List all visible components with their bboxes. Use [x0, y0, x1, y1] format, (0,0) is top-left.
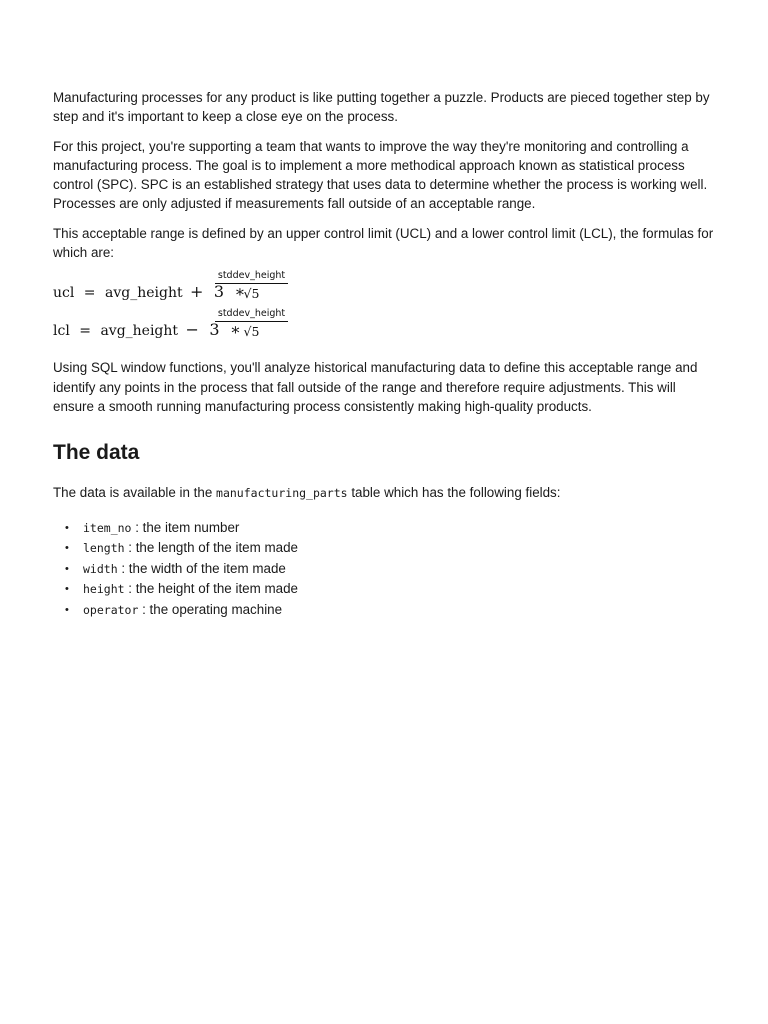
- ucl-formula-operator: +: [190, 282, 204, 302]
- list-item: [65, 538, 715, 559]
- field-description: : the item number: [131, 519, 240, 535]
- fields-list: [53, 518, 715, 621]
- field-description: : the length of the item made: [124, 540, 298, 556]
- data-intro-after: table which has the following fields:: [347, 485, 561, 501]
- field-name: width: [83, 561, 118, 576]
- lcl-formula-denominator: √5: [243, 324, 260, 340]
- intro-paragraph: Manufacturing processes for any product is like putting together a puzzle. Products are pieced together step by step and it's important to keep a close eye on the process.: [53, 90, 710, 125]
- project-paragraph: For this project, you're supporting a team that wants to improve the way they're monitoring and controlling a manufacturing process. The goal is to implement a more methodical approach known as statistical process control (SPC). SPC is an established strategy that uses data to determine whether the process is working well. Processes are only adjusted if measurements fall outside of an acceptable range.: [53, 138, 708, 212]
- list-item: [65, 559, 715, 580]
- sql-paragraph: Using SQL window functions, you'll analyze historical manufacturing data to define this acceptable range and identify any points in the process that fall outside of the range and therefore require adjustments. This will ensure a smooth running manufacturing process consistently making high-quality products.: [53, 360, 698, 414]
- lcl-formula-lhs: lcl: [53, 323, 70, 340]
- list-item: [65, 579, 715, 600]
- data-section-heading: The data: [53, 441, 140, 465]
- ucl-formula-denominator: √5: [243, 286, 260, 302]
- field-description: : the operating machine: [138, 601, 283, 617]
- bullet-icon: •: [65, 583, 69, 596]
- field-description: : the width of the item made: [117, 560, 286, 576]
- field-description: : the height of the item made: [124, 581, 298, 597]
- lcl-formula-numerator: stddev_height: [215, 308, 288, 322]
- ucl-formula-fraction: [215, 270, 288, 301]
- bullet-icon: •: [65, 542, 69, 555]
- list-item: [65, 600, 715, 621]
- range-paragraph: This acceptable range is defined by an upper control limit (UCL) and a lower control limit (LCL), the formulas for which are:: [53, 225, 714, 261]
- lcl-formula-term: avg_height: [100, 323, 179, 340]
- field-name: item_no: [83, 520, 132, 535]
- document-page: [53, 88, 715, 620]
- ucl-formula-numerator: stddev_height: [215, 270, 288, 284]
- bullet-icon: •: [65, 562, 69, 575]
- field-name: height: [83, 582, 125, 597]
- field-name: length: [83, 541, 125, 556]
- ucl-formula-factor: 3: [213, 282, 225, 302]
- field-name: operator: [83, 602, 139, 617]
- ucl-formula-equals: =: [83, 285, 96, 302]
- lcl-formula: [53, 308, 715, 346]
- data-intro-before: The data is available in the: [53, 485, 217, 501]
- bullet-icon: •: [65, 521, 69, 534]
- lcl-formula-times: ∗: [230, 320, 241, 340]
- ucl-formula-times: ∗: [234, 282, 246, 302]
- ucl-formula-lhs: ucl: [53, 285, 75, 302]
- ucl-formula-term: avg_height: [104, 285, 183, 302]
- table-name-code: manufacturing_parts: [216, 486, 348, 501]
- lcl-formula-equals: =: [79, 323, 91, 340]
- lcl-formula-operator: −: [185, 320, 199, 340]
- list-item: [65, 518, 715, 539]
- lcl-formula-fraction: [215, 308, 288, 339]
- data-intro-paragraph: [53, 483, 715, 503]
- bullet-icon: •: [65, 603, 69, 616]
- lcl-formula-factor: 3: [209, 320, 220, 340]
- ucl-formula: [53, 270, 715, 308]
